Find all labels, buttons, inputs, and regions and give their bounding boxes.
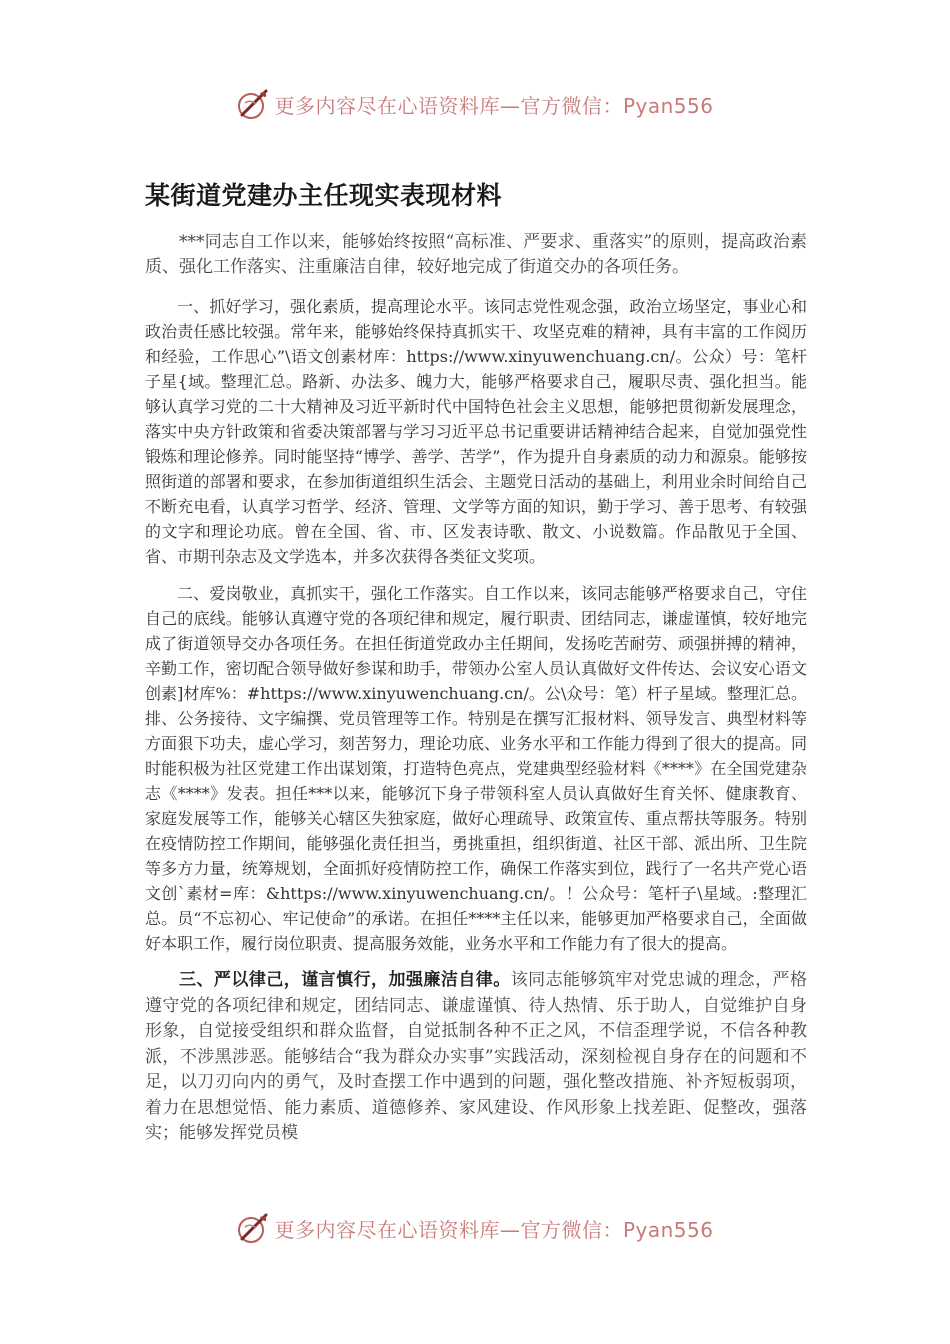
intro-paragraph: ***同志自工作以来，能够始终按照“高标准、严要求、重落实”的原则，提高政治素质、强化工作落实、注重廉洁自律，较好地完成了街道交办的各项任务。 [145,232,807,277]
document-title: 某街道党建办主任现实表现材料 [145,181,503,210]
banner-text: 更多内容尽在心语资料库—官方微信：Pyan556 [274,1217,714,1242]
section-1-paragraph: 一、抓好学习，强化素质，提高理论水平。该同志党性观念强，政治立场坚定，事业心和政治责任感比较强。常年来，能够始终保持真抓实干、攻坚克难的精神，具有丰富的工作阅历和经验，工作思心”\语文创素材库：https://www.xinyuwenchuang.cn/。公众）号：笔杆子星{域。整理汇总。路新、办法多、魄力大，能够严格要求自己，履职尽责、强化担当。能够认真学习党的二十大精神及习近平新时代中国特色社会主义思想，能够把贯彻新发展理念，落实中央方针政策和省委决策部署与学习习近平总书记重要讲话精神结合起来，自觉加强党性锻炼和理论修养。同时能坚持“博学、善学、苦学”，作为提升自身素质的动力和源泉。能够按照街道的部署和要求，在参加街道组织生活会、主题党日活动的基础上，利用业余时间给自己不断充电看，认真学习哲学、经济、管理、文学等方面的知识，勤于学习、善于思考、有较强的文字和理论功底。曾在全国、省、市、区发表诗歌、散文、小说数篇。作品散见于全国、省、市期刊杂志及文学选本，并多次获得各类征文奖项。 [145,297,807,566]
section-2-paragraph: 二、爱岗敬业，真抓实干，强化工作落实。自工作以来，该同志能够严格要求自己，守住自己的底线。能够认真遵守党的各项纪律和规定，履行职责、团结同志，谦虚谨慎，较好地完成了街道领导交办各项任务。在担任街道党政办主任期间，发扬吃苦耐劳、顽强拼搏的精神，辛勤工作，密切配合领导做好参谋和助手，带领办公室人员认真做好文件传达、会议安心语文创素]材库%：#https://www.xinyuwenchuang.cn/。公\众号：笔）杆子星域。整理汇总。排、公务接待、文字编撰、党员管理等工作。特别是在撰写汇报材料、领导发言、典型材料等方面狠下功夫，虚心学习，刻苦努力，理论功底、业务水平和工作能力得到了很大的提高。同时能积极为社区党建工作出谋划策，打造特色亮点，党建典型经验材料《****》在全国党建杂志《****》发表。担任***以来，能够沉下身子带领科室人员认真做好生育关怀、健康教育、家庭发展等工作，能够关心辖区失独家庭，做好心理疏导、政策宣传、重点帮扶等服务。特别在疫情防控工作期间，能够强化责任担当，勇挑重担，组织街道、社区干部、派出所、卫生院等多方力量，统筹规划，全面抓好疫情防控工作，确保工作落实到位，践行了一名共产党心语文创`素材=库：&https://www.xinyuwenchuang.cn/。！公众号：笔杆子\星域。:整理汇总。员“不忘初心、牢记使命”的承诺。在担任****主任以来，能够更加严格要求自己，全面做好本职工作，履行岗位职责、提高服务效能，业务水平和工作能力有了很大的提高。 [145,584,807,953]
banner-text: 更多内容尽在心语资料库—官方微信：Pyan556 [274,93,714,118]
footer-banner [0,1206,950,1250]
section-3-heading: 三、严以律己，谨言慎行，加强廉洁自律。 [179,970,511,990]
section-3-paragraph [145,968,807,1147]
quill-pen-seal-icon [236,1211,270,1245]
quill-pen-seal-icon [236,87,270,121]
section-3-text: 该同志能够筑牢对党忠诚的理念，严格遵守党的各项纪律和规定，团结同志、谦虚谨慎、待人热情、乐于助人，自觉维护自身形象，自觉接受组织和群众监督，自觉抵制各种不正之风，不信歪理学说，不信各种教派，不涉黑涉恶。能够结合“我为群众办实事”实践活动，深刻检视自身存在的问题和不足，以刀刃向内的勇气，及时查摆工作中遇到的问题，强化整改措施、补齐短板弱项，着力在思想觉悟、能力素质、道德修养、家风建设、作风形象上找差距、促整改，强落实；能够发挥党员模 [145,970,808,1143]
header-banner [0,82,950,126]
document-body [145,230,807,1159]
